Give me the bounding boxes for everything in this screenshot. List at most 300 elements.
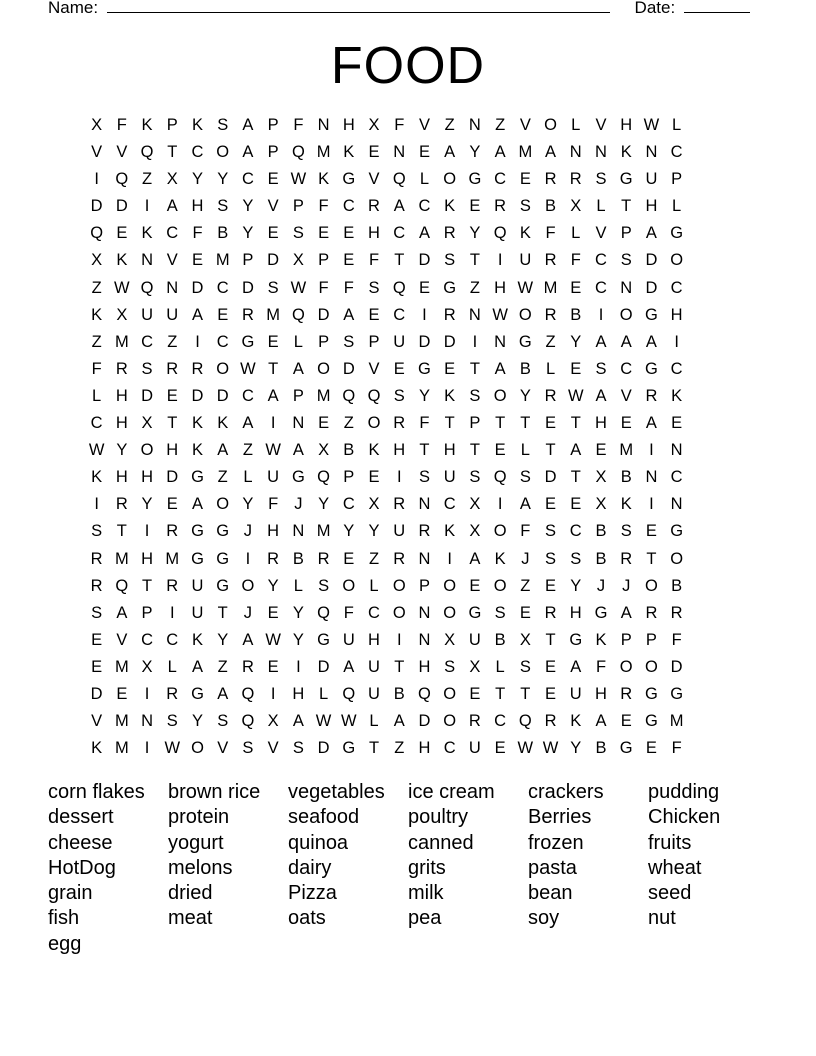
grid-letter[interactable]: E: [318, 224, 330, 243]
grid-letter[interactable]: F: [343, 603, 354, 622]
grid-letter[interactable]: R: [569, 170, 582, 189]
grid-letter[interactable]: T: [570, 414, 581, 433]
grid-letter[interactable]: B: [620, 468, 632, 487]
grid-letter[interactable]: H: [595, 414, 607, 433]
grid-letter[interactable]: Z: [142, 170, 153, 189]
grid-letter[interactable]: I: [144, 684, 150, 703]
grid-letter[interactable]: R: [544, 386, 557, 405]
grid-letter[interactable]: V: [116, 143, 128, 162]
grid-letter[interactable]: T: [621, 197, 632, 216]
grid-letter[interactable]: L: [672, 197, 682, 216]
grid-letter[interactable]: L: [571, 224, 581, 243]
grid-letter[interactable]: Z: [469, 278, 480, 297]
grid-letter[interactable]: C: [393, 224, 406, 243]
grid-letter[interactable]: Q: [367, 386, 381, 405]
grid-letter[interactable]: W: [492, 305, 508, 324]
grid-letter[interactable]: O: [645, 576, 658, 595]
grid-letter[interactable]: A: [343, 657, 355, 676]
grid-letter[interactable]: E: [469, 197, 481, 216]
grid-letter[interactable]: M: [165, 549, 180, 568]
grid-letter[interactable]: Q: [493, 224, 507, 243]
grid-letter[interactable]: X: [469, 657, 481, 676]
grid-letter[interactable]: R: [267, 549, 280, 568]
grid-letter[interactable]: X: [91, 116, 103, 134]
grid-letter[interactable]: U: [191, 576, 204, 595]
grid-letter[interactable]: I: [296, 657, 301, 676]
grid-letter[interactable]: D: [418, 332, 431, 351]
grid-letter[interactable]: B: [217, 224, 229, 243]
grid-letter[interactable]: E: [418, 278, 430, 297]
grid-letter[interactable]: E: [393, 359, 405, 378]
grid-letter[interactable]: J: [243, 522, 253, 541]
grid-letter[interactable]: Y: [116, 441, 128, 460]
grid-letter[interactable]: Y: [191, 712, 203, 731]
grid-letter[interactable]: W: [542, 739, 559, 758]
grid-letter[interactable]: C: [494, 170, 507, 189]
grid-letter[interactable]: E: [545, 495, 557, 514]
grid-letter[interactable]: Q: [518, 712, 532, 731]
grid-letter[interactable]: A: [570, 441, 582, 460]
grid-letter[interactable]: U: [468, 739, 481, 758]
grid-letter[interactable]: L: [369, 712, 379, 731]
grid-letter[interactable]: P: [671, 170, 683, 189]
grid-letter[interactable]: M: [543, 278, 558, 297]
grid-letter[interactable]: K: [671, 386, 683, 405]
grid-letter[interactable]: U: [267, 468, 280, 487]
grid-letter[interactable]: C: [342, 495, 355, 514]
grid-letter[interactable]: J: [294, 495, 303, 514]
grid-letter[interactable]: K: [595, 630, 607, 649]
grid-letter[interactable]: D: [90, 197, 103, 216]
grid-letter[interactable]: V: [519, 116, 531, 134]
grid-letter[interactable]: A: [595, 386, 607, 405]
grid-letter[interactable]: O: [342, 576, 356, 595]
grid-letter[interactable]: G: [468, 603, 482, 622]
grid-letter[interactable]: T: [469, 359, 480, 378]
grid-letter[interactable]: F: [545, 224, 556, 243]
grid-letter[interactable]: B: [343, 441, 355, 460]
grid-letter[interactable]: F: [394, 116, 405, 134]
grid-letter[interactable]: Q: [291, 143, 305, 162]
grid-letter[interactable]: R: [494, 197, 507, 216]
grid-letter[interactable]: O: [443, 684, 457, 703]
grid-letter[interactable]: F: [116, 116, 127, 134]
grid-letter[interactable]: H: [620, 116, 633, 134]
grid-letter[interactable]: H: [191, 197, 204, 216]
grid-letter[interactable]: C: [141, 332, 153, 351]
grid-letter[interactable]: G: [317, 630, 330, 649]
grid-letter[interactable]: R: [115, 359, 128, 378]
date-blank-line[interactable]: [684, 0, 750, 13]
grid-letter[interactable]: A: [645, 414, 657, 433]
grid-letter[interactable]: L: [596, 197, 606, 216]
grid-letter[interactable]: F: [192, 224, 203, 243]
grid-letter[interactable]: Y: [318, 495, 330, 514]
grid-letter[interactable]: M: [215, 251, 230, 270]
grid-letter[interactable]: S: [292, 224, 304, 243]
grid-letter[interactable]: E: [519, 603, 531, 622]
grid-letter[interactable]: W: [265, 441, 281, 460]
grid-letter[interactable]: V: [267, 739, 279, 758]
grid-letter[interactable]: O: [544, 116, 557, 134]
grid-letter[interactable]: S: [91, 522, 103, 541]
grid-letter[interactable]: P: [418, 576, 430, 595]
grid-letter[interactable]: Y: [570, 739, 582, 758]
grid-letter[interactable]: C: [166, 630, 179, 649]
grid-letter[interactable]: R: [443, 305, 456, 324]
grid-letter[interactable]: I: [649, 441, 654, 460]
grid-letter[interactable]: V: [368, 170, 380, 189]
grid-letter[interactable]: R: [620, 684, 633, 703]
grid-letter[interactable]: O: [241, 576, 255, 595]
grid-letter[interactable]: C: [241, 170, 254, 189]
grid-letter[interactable]: I: [674, 332, 679, 351]
grid-letter[interactable]: D: [645, 278, 658, 297]
grid-letter[interactable]: K: [91, 468, 103, 487]
grid-letter[interactable]: Q: [90, 224, 104, 243]
grid-letter[interactable]: S: [343, 332, 355, 351]
grid-letter[interactable]: B: [519, 359, 531, 378]
grid-letter[interactable]: L: [672, 116, 682, 134]
grid-letter[interactable]: R: [544, 305, 557, 324]
grid-letter[interactable]: D: [342, 359, 355, 378]
grid-letter[interactable]: N: [645, 468, 658, 487]
grid-letter[interactable]: N: [317, 116, 330, 134]
grid-letter[interactable]: E: [620, 414, 632, 433]
grid-letter[interactable]: Y: [217, 170, 229, 189]
grid-letter[interactable]: P: [267, 143, 279, 162]
grid-letter[interactable]: T: [646, 549, 657, 568]
grid-letter[interactable]: G: [670, 522, 684, 541]
grid-letter[interactable]: S: [267, 278, 279, 297]
grid-letter[interactable]: V: [418, 116, 430, 134]
grid-letter[interactable]: V: [267, 197, 279, 216]
grid-letter[interactable]: E: [469, 684, 481, 703]
grid-letter[interactable]: A: [116, 603, 128, 622]
grid-letter[interactable]: H: [141, 468, 153, 487]
grid-letter[interactable]: I: [649, 495, 654, 514]
grid-letter[interactable]: O: [443, 170, 457, 189]
grid-letter[interactable]: R: [544, 251, 557, 270]
grid-letter[interactable]: D: [241, 278, 254, 297]
grid-letter[interactable]: W: [290, 278, 307, 297]
grid-letter[interactable]: G: [619, 170, 633, 189]
grid-letter[interactable]: T: [167, 414, 178, 433]
grid-letter[interactable]: W: [643, 116, 660, 134]
grid-letter[interactable]: U: [141, 305, 153, 324]
grid-letter[interactable]: C: [141, 630, 153, 649]
grid-letter[interactable]: C: [670, 278, 683, 297]
grid-letter[interactable]: F: [419, 414, 430, 433]
grid-letter[interactable]: R: [645, 603, 658, 622]
grid-letter[interactable]: Z: [520, 576, 531, 595]
grid-letter[interactable]: K: [318, 170, 330, 189]
grid-letter[interactable]: S: [444, 657, 456, 676]
grid-letter[interactable]: T: [545, 630, 556, 649]
grid-letter[interactable]: V: [116, 630, 128, 649]
grid-letter[interactable]: U: [368, 684, 380, 703]
grid-letter[interactable]: U: [342, 630, 355, 649]
grid-letter[interactable]: R: [191, 359, 204, 378]
grid-letter[interactable]: Y: [570, 576, 582, 595]
grid-letter[interactable]: G: [216, 576, 230, 595]
grid-letter[interactable]: N: [645, 143, 658, 162]
grid-letter[interactable]: K: [368, 441, 380, 460]
grid-letter[interactable]: C: [443, 739, 456, 758]
grid-letter[interactable]: T: [419, 441, 430, 460]
grid-letter[interactable]: A: [645, 332, 657, 351]
grid-letter[interactable]: R: [166, 522, 179, 541]
grid-letter[interactable]: Y: [343, 522, 355, 541]
grid-letter[interactable]: V: [595, 224, 607, 243]
grid-letter[interactable]: C: [443, 495, 456, 514]
grid-letter[interactable]: H: [595, 684, 607, 703]
grid-letter[interactable]: E: [166, 495, 178, 514]
grid-letter[interactable]: A: [494, 143, 506, 162]
grid-letter[interactable]: O: [619, 305, 633, 324]
grid-letter[interactable]: O: [645, 657, 658, 676]
grid-letter[interactable]: H: [115, 386, 128, 405]
grid-letter[interactable]: T: [520, 684, 531, 703]
grid-letter[interactable]: T: [268, 359, 279, 378]
grid-letter[interactable]: A: [620, 603, 632, 622]
grid-letter[interactable]: J: [243, 603, 253, 622]
grid-letter[interactable]: X: [166, 170, 178, 189]
grid-letter[interactable]: P: [620, 224, 632, 243]
grid-letter[interactable]: Q: [140, 143, 154, 162]
grid-letter[interactable]: S: [620, 522, 632, 541]
grid-letter[interactable]: L: [293, 576, 303, 595]
grid-letter[interactable]: U: [569, 684, 582, 703]
grid-letter[interactable]: P: [166, 116, 178, 134]
grid-letter[interactable]: N: [670, 495, 683, 514]
grid-letter[interactable]: W: [88, 441, 105, 460]
grid-letter[interactable]: U: [368, 657, 380, 676]
grid-letter[interactable]: W: [240, 359, 256, 378]
grid-letter[interactable]: M: [316, 143, 331, 162]
grid-letter[interactable]: N: [141, 251, 153, 270]
grid-letter[interactable]: L: [520, 441, 530, 460]
grid-letter[interactable]: K: [91, 305, 103, 324]
grid-letter[interactable]: S: [217, 197, 229, 216]
grid-letter[interactable]: R: [115, 495, 128, 514]
grid-letter[interactable]: S: [620, 251, 632, 270]
grid-letter[interactable]: T: [495, 684, 506, 703]
grid-letter[interactable]: R: [317, 549, 330, 568]
grid-letter[interactable]: N: [292, 414, 305, 433]
grid-letter[interactable]: N: [418, 603, 431, 622]
grid-letter[interactable]: H: [418, 657, 431, 676]
grid-letter[interactable]: I: [598, 305, 604, 324]
grid-letter[interactable]: A: [393, 197, 405, 216]
grid-letter[interactable]: U: [645, 170, 658, 189]
grid-letter[interactable]: F: [671, 630, 682, 649]
grid-letter[interactable]: Q: [115, 170, 129, 189]
grid-letter[interactable]: R: [90, 576, 103, 595]
grid-letter[interactable]: F: [671, 739, 682, 758]
grid-letter[interactable]: D: [443, 332, 456, 351]
grid-letter[interactable]: T: [116, 522, 127, 541]
grid-letter[interactable]: Q: [342, 386, 356, 405]
grid-letter[interactable]: S: [444, 251, 456, 270]
grid-letter[interactable]: A: [570, 657, 582, 676]
grid-letter[interactable]: Q: [291, 305, 305, 324]
grid-letter[interactable]: Z: [217, 468, 228, 487]
grid-letter[interactable]: C: [166, 224, 179, 243]
grid-letter[interactable]: T: [495, 414, 506, 433]
grid-letter[interactable]: C: [241, 386, 254, 405]
grid-letter[interactable]: E: [116, 224, 128, 243]
grid-letter[interactable]: I: [497, 251, 503, 270]
grid-letter[interactable]: F: [293, 116, 304, 134]
grid-letter[interactable]: S: [570, 549, 582, 568]
grid-letter[interactable]: Y: [292, 630, 304, 649]
grid-letter[interactable]: C: [494, 712, 507, 731]
grid-letter[interactable]: T: [142, 576, 153, 595]
grid-letter[interactable]: K: [444, 386, 456, 405]
grid-letter[interactable]: A: [166, 197, 178, 216]
grid-letter[interactable]: W: [114, 278, 130, 297]
grid-letter[interactable]: S: [469, 468, 481, 487]
grid-letter[interactable]: M: [114, 657, 129, 676]
grid-letter[interactable]: B: [393, 684, 405, 703]
grid-letter[interactable]: G: [619, 739, 633, 758]
grid-letter[interactable]: O: [619, 657, 633, 676]
grid-letter[interactable]: E: [645, 739, 657, 758]
grid-letter[interactable]: X: [595, 495, 607, 514]
grid-letter[interactable]: I: [396, 468, 402, 487]
grid-letter[interactable]: X: [267, 712, 279, 731]
grid-letter[interactable]: Y: [267, 576, 279, 595]
grid-letter[interactable]: P: [645, 630, 657, 649]
grid-letter[interactable]: G: [645, 684, 658, 703]
grid-letter[interactable]: H: [166, 441, 179, 460]
grid-letter[interactable]: N: [418, 495, 431, 514]
grid-letter[interactable]: D: [317, 739, 330, 758]
grid-letter[interactable]: A: [645, 224, 657, 243]
grid-letter[interactable]: X: [444, 630, 456, 649]
name-blank-line[interactable]: [107, 0, 610, 13]
grid-letter[interactable]: G: [216, 522, 230, 541]
grid-letter[interactable]: U: [191, 603, 204, 622]
grid-letter[interactable]: N: [468, 305, 481, 324]
grid-letter[interactable]: G: [569, 630, 583, 649]
grid-letter[interactable]: E: [519, 170, 531, 189]
grid-letter[interactable]: K: [620, 495, 632, 514]
grid-letter[interactable]: V: [620, 386, 632, 405]
grid-letter[interactable]: A: [620, 332, 632, 351]
grid-letter[interactable]: K: [494, 549, 506, 568]
grid-letter[interactable]: H: [418, 739, 431, 758]
grid-letter[interactable]: Q: [342, 684, 356, 703]
grid-letter[interactable]: S: [545, 549, 557, 568]
grid-letter[interactable]: K: [519, 224, 531, 243]
grid-letter[interactable]: B: [292, 549, 304, 568]
grid-letter[interactable]: H: [670, 305, 683, 324]
grid-letter[interactable]: V: [166, 251, 178, 270]
grid-letter[interactable]: N: [418, 630, 431, 649]
grid-letter[interactable]: K: [217, 414, 229, 433]
grid-letter[interactable]: O: [216, 143, 230, 162]
grid-letter[interactable]: E: [166, 386, 178, 405]
grid-letter[interactable]: T: [520, 414, 531, 433]
grid-letter[interactable]: Y: [418, 386, 430, 405]
grid-letter[interactable]: W: [517, 278, 534, 297]
grid-letter[interactable]: A: [292, 712, 304, 731]
grid-letter[interactable]: D: [216, 386, 229, 405]
grid-letter[interactable]: N: [569, 143, 582, 162]
grid-letter[interactable]: D: [166, 468, 179, 487]
grid-letter[interactable]: V: [91, 143, 103, 162]
grid-letter[interactable]: U: [519, 251, 532, 270]
grid-letter[interactable]: R: [468, 712, 481, 731]
grid-letter[interactable]: E: [267, 224, 279, 243]
grid-letter[interactable]: U: [393, 522, 406, 541]
grid-letter[interactable]: O: [670, 549, 684, 568]
grid-letter[interactable]: S: [595, 359, 607, 378]
grid-letter[interactable]: M: [114, 739, 129, 758]
grid-letter[interactable]: H: [115, 468, 128, 487]
grid-letter[interactable]: G: [291, 468, 305, 487]
grid-letter[interactable]: X: [469, 495, 481, 514]
grid-letter[interactable]: D: [544, 468, 557, 487]
grid-letter[interactable]: D: [418, 251, 431, 270]
grid-letter[interactable]: H: [292, 684, 305, 703]
grid-letter[interactable]: M: [669, 712, 684, 731]
grid-letter[interactable]: R: [645, 386, 658, 405]
grid-letter[interactable]: A: [444, 143, 456, 162]
grid-letter[interactable]: R: [418, 522, 431, 541]
grid-letter[interactable]: K: [116, 251, 128, 270]
grid-letter[interactable]: C: [216, 332, 229, 351]
grid-letter[interactable]: G: [191, 522, 204, 541]
grid-letter[interactable]: K: [91, 739, 103, 758]
grid-letter[interactable]: I: [144, 522, 150, 541]
grid-letter[interactable]: L: [293, 332, 303, 351]
grid-letter[interactable]: F: [91, 359, 102, 378]
grid-letter[interactable]: V: [595, 116, 607, 134]
grid-letter[interactable]: Z: [545, 332, 556, 351]
grid-letter[interactable]: W: [517, 739, 534, 758]
grid-letter[interactable]: T: [394, 657, 405, 676]
grid-letter[interactable]: B: [595, 739, 607, 758]
grid-letter[interactable]: P: [469, 414, 481, 433]
grid-letter[interactable]: L: [419, 170, 430, 189]
grid-letter[interactable]: I: [195, 332, 200, 351]
grid-letter[interactable]: D: [670, 657, 683, 676]
grid-letter[interactable]: E: [570, 495, 582, 514]
grid-letter[interactable]: Y: [469, 224, 481, 243]
grid-letter[interactable]: V: [368, 359, 380, 378]
grid-letter[interactable]: Z: [444, 116, 455, 134]
grid-letter[interactable]: K: [191, 630, 203, 649]
grid-letter[interactable]: W: [164, 739, 181, 758]
grid-letter[interactable]: O: [493, 522, 507, 541]
grid-letter[interactable]: K: [141, 224, 153, 243]
grid-letter[interactable]: A: [494, 359, 506, 378]
grid-letter[interactable]: K: [141, 116, 153, 134]
grid-letter[interactable]: A: [595, 712, 607, 731]
grid-letter[interactable]: G: [216, 549, 230, 568]
grid-letter[interactable]: V: [91, 712, 103, 731]
grid-letter[interactable]: E: [545, 576, 557, 595]
grid-letter[interactable]: P: [292, 386, 304, 405]
grid-letter[interactable]: A: [242, 143, 254, 162]
grid-letter[interactable]: R: [166, 576, 179, 595]
grid-letter[interactable]: E: [545, 414, 557, 433]
grid-letter[interactable]: S: [469, 386, 481, 405]
grid-letter[interactable]: A: [242, 630, 254, 649]
